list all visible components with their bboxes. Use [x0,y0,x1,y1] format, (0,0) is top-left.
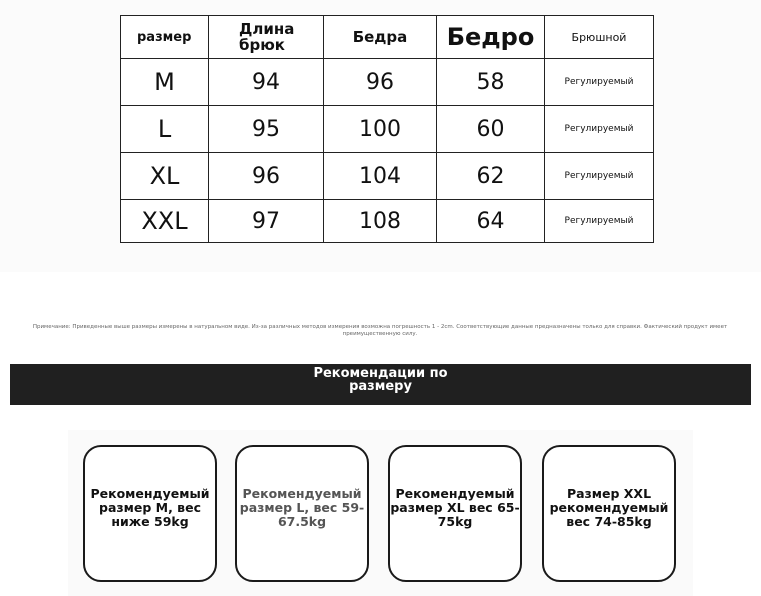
waist-cell: Регулируемый [545,106,654,153]
recommendation-card-xxl [542,445,676,582]
card-text: Рекомендуемый размер XL вес 65-75kg [390,485,520,529]
recommendation-card-xl [388,445,522,582]
table-row [121,153,654,200]
length-cell: 97 [209,200,324,243]
waist-cell: Регулируемый [545,200,654,243]
table-row [121,59,654,106]
card-text: Рекомендуемый размер M, вес ниже 59kg [90,485,210,529]
header-thigh: Бедро [437,16,545,59]
size-cell: XL [121,153,209,200]
measurement-note: Примечание: Приведенные выше размеры измерены в натуральном виде. Из-за различных методов измерения возможна погрешность 1 - 2cm. Соответствующие данные предназначены только для справки. Фактический продукт имеет преимущественную силу. [32,324,728,337]
length-cell: 96 [209,153,324,200]
hips-cell: 96 [324,59,437,106]
waist-cell: Регулируемый [545,59,654,106]
thigh-cell: 64 [437,200,545,243]
thigh-cell: 62 [437,153,545,200]
hips-cell: 104 [324,153,437,200]
header-waist: Брюшной [545,16,654,59]
size-recommendation-banner [10,364,751,405]
table-row [121,106,654,153]
size-cell: XXL [121,200,209,243]
size-cell: L [121,106,209,153]
thigh-cell: 60 [437,106,545,153]
banner-title: Рекомендации по размеру [313,366,448,394]
recommendation-card-l [235,445,369,582]
card-text: Размер XXL рекомендуемый вес 74-85kg [549,485,669,529]
header-pants-length: Длина брюк [209,16,324,59]
recommendation-card-m [83,445,217,582]
size-cell: M [121,59,209,106]
length-cell: 94 [209,59,324,106]
waist-cell: Регулируемый [545,153,654,200]
size-chart-table [120,15,654,243]
hips-cell: 108 [324,200,437,243]
table-row [121,200,654,243]
thigh-cell: 58 [437,59,545,106]
card-text: Рекомендуемый размер L, вес 59-67.5kg [239,485,365,529]
header-size: размер [121,16,209,59]
table-header-row [121,16,654,59]
header-hips: Бедра [324,16,437,59]
length-cell: 95 [209,106,324,153]
hips-cell: 100 [324,106,437,153]
